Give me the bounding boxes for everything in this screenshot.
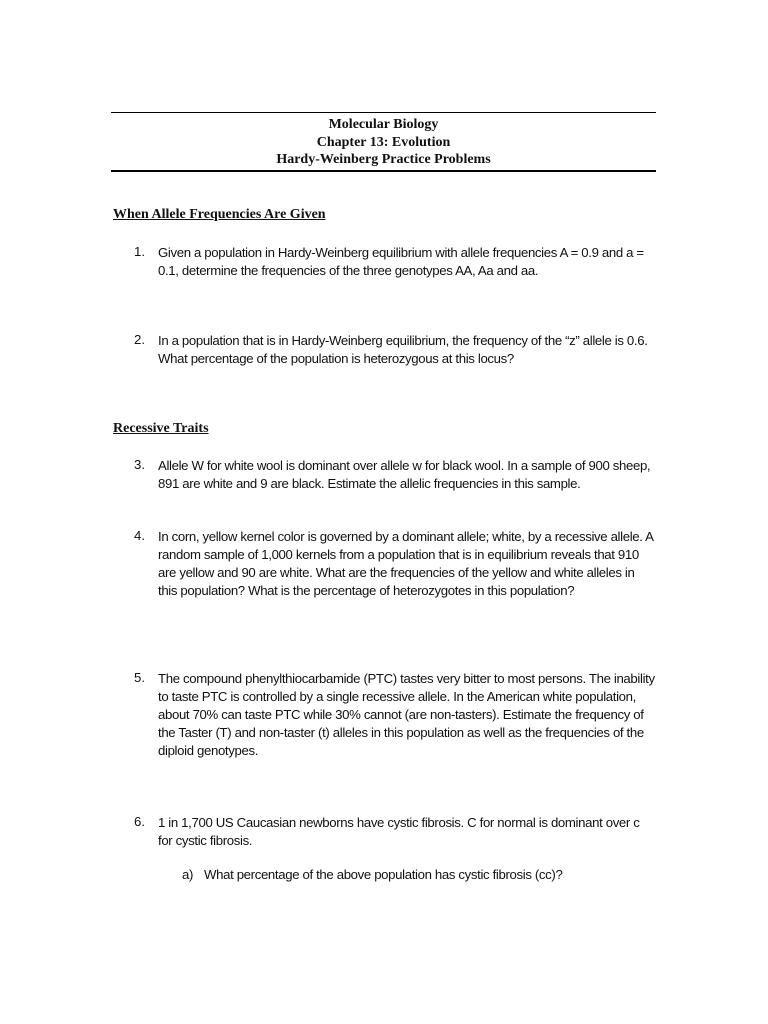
section-title-recessive-traits: Recessive Traits <box>113 421 209 436</box>
worksheet-title: Hardy-Weinberg Practice Problems <box>276 152 491 167</box>
chapter-title: Chapter 13: Evolution <box>316 134 451 150</box>
document-header <box>111 116 656 169</box>
problem-number: 1. <box>134 244 145 259</box>
problem-number: 5. <box>134 670 145 685</box>
problem-number: 2. <box>134 332 145 347</box>
problem-text: Allele W for white wool is dominant over allele w for black wool. In a sample of 900 sheep, 891 are white and 9 are black. Estimate the allelic frequencies in this sample. <box>158 458 651 491</box>
problem-5 <box>134 670 656 760</box>
problem-number: 3. <box>134 457 145 472</box>
subquestion-a <box>182 866 652 884</box>
problem-4 <box>134 528 656 600</box>
header-bottom-rule <box>111 170 656 172</box>
problem-number: 6. <box>134 814 145 829</box>
problem-text: Given a population in Hardy-Weinberg equilibrium with allele frequencies A = 0.9 and a = 0.1, determine the frequencies of the three genotypes AA, Aa and aa. <box>158 245 644 278</box>
problem-2 <box>134 332 656 368</box>
problem-text: 1 in 1,700 US Caucasian newborns have cystic fibrosis. C for normal is dominant over c for cystic fibrosis. <box>158 815 640 848</box>
course-title: Molecular Biology <box>328 117 439 132</box>
subquestion-text: What percentage of the above population has cystic fibrosis (cc)? <box>204 867 563 882</box>
problem-3 <box>134 457 656 493</box>
problem-text: In a population that is in Hardy-Weinberg equilibrium, the frequency of the “z” allele is 0.6. What percentage of the population is heterozygous at this locus? <box>158 333 648 366</box>
problem-text: The compound phenylthiocarbamide (PTC) tastes very bitter to most persons. The inability to taste PTC is controlled by a single recessive allele. In the American white population, about 70% can taste PTC while 30% cannot (are non-tasters). Estimate the frequency of the Taster (T) and non-taster (t) alleles in this population as well as the frequencies of the diploid genotypes. <box>158 671 655 758</box>
subquestion-label: a) <box>182 867 194 882</box>
problem-number: 4. <box>134 528 145 543</box>
problem-1 <box>134 244 656 280</box>
problem-6 <box>134 814 656 850</box>
section-title-allele-frequencies: When Allele Frequencies Are Given <box>113 207 326 222</box>
header-top-rule <box>111 112 656 113</box>
problem-text: In corn, yellow kernel color is governed by a dominant allele; white, by a recessive allele. A random sample of 1,000 kernels from a population that is in equilibrium reveals that 910 are yellow and 90 are white. What are the frequencies of the yellow and white alleles in this population? What is the percentage of heterozygotes in this population? <box>158 529 653 598</box>
